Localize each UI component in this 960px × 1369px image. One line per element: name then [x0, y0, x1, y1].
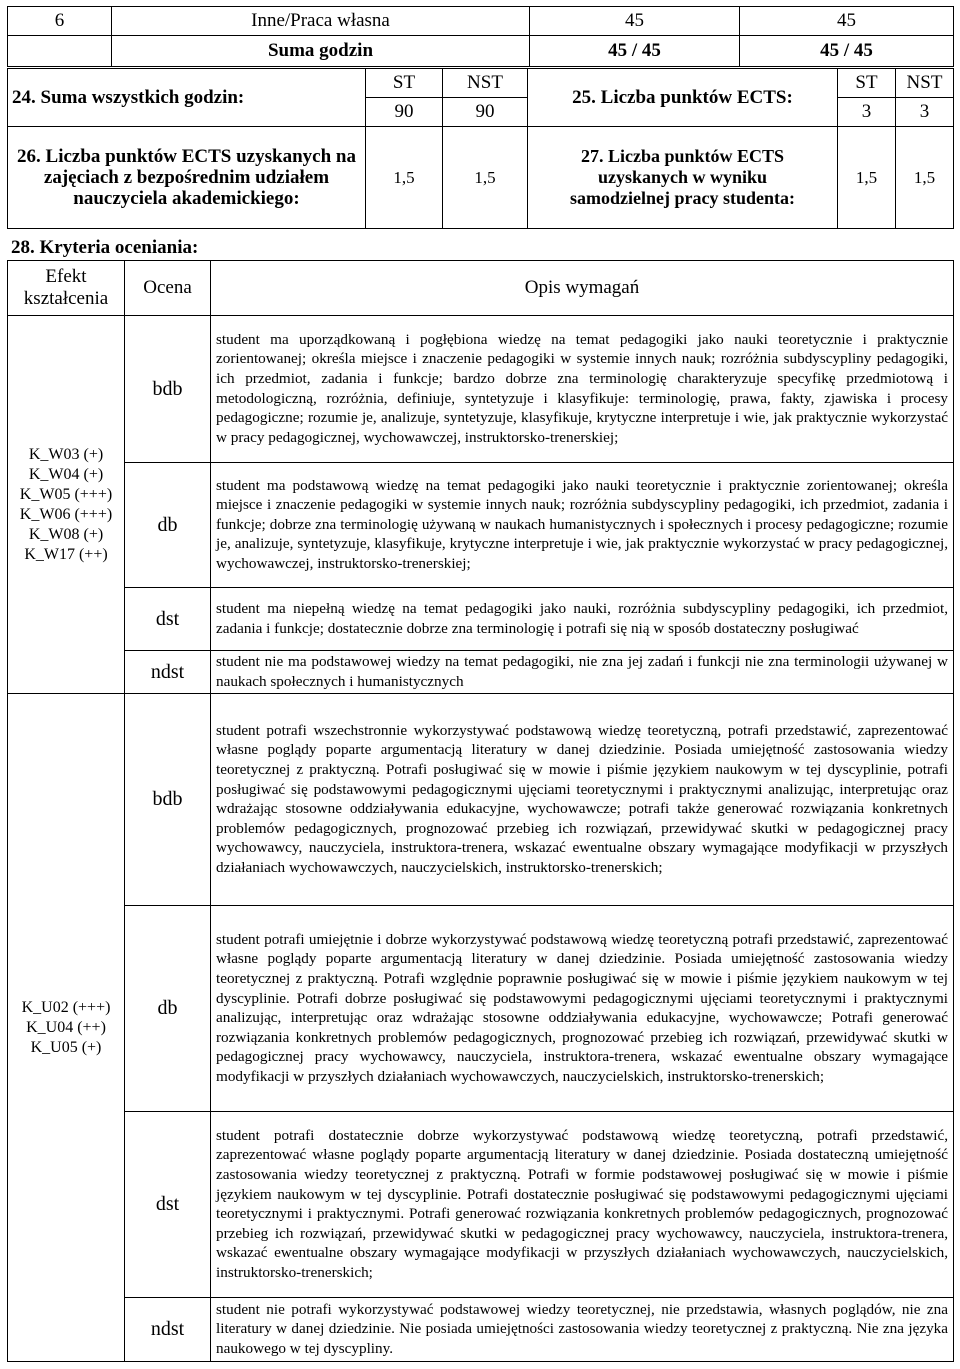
description-cell: student potrafi umiejętnie i dobrze wykorzystywać podstawową wiedzę teoretyczną potrafi przedstawić, zaprezentować własne poglądy poparte argumentacją literatury w danej dziedzinie. Posiada umiejętność zastosowania wiedzy teoretycznej z praktyczną. Potrafi względnie poprawnie posługiwać się w mowie i piśmie językiem naukowym w tej dyscyplinie. Potrafi dobrze posługiwać się podstawowymi pedagogicznymi ujęciami teoretycznymi i praktycznymi analizując, interpretując oraz wdrażając stosowne oddziaływania edukacyjne, wychowawcze; Potrafi generować rozwiązania konkretnych problemów pedagogicznych, prognozować przebieg ich rozwiązań, przewidywać skutki w pedagogicznej pracy wychowawcy, nauczyciela, instruktora-trenera, wskazać ewentualne obszary wymagające modyfikacji w przyszłych działaniach wychowawczych, nauczycielskich, instruktorsko-trenerskich; — [211, 906, 954, 1112]
ects-self-nst: 1,5 — [896, 127, 954, 229]
table-row — [8, 127, 954, 229]
ects-direct-label: 26. Liczba punktów ECTS uzyskanych na zajęciach z bezpośrednim udziałem nauczyciela akademickiego: — [8, 127, 366, 229]
description-cell: student nie ma podstawowej wiedzy na temat pedagogiki, nie zna jej zadań i funkcji nie zna terminologii używanej w naukach społecznych i humanistycznych — [211, 651, 954, 694]
grade-cell: db — [125, 906, 211, 1112]
sum-nst-value: 45 / 45 — [740, 36, 954, 67]
hours-st-value: 90 — [366, 98, 443, 127]
grade-cell: db — [125, 463, 211, 588]
effect-code: K_W17 (++) — [24, 545, 108, 563]
grade-cell: dst — [125, 1112, 211, 1298]
table-row — [8, 261, 954, 316]
description-cell: student potrafi wszechstronnie wykorzystywać podstawową wiedzę teoretyczną, potrafi przedstawić, zaprezentować własne poglądy poparte argumentacją literatury w danej dziedzinie. Posiada umiejętność zastosowania wiedzy teoretycznej z praktyczną. Potrafi posługiwać się w mowie i piśmie językiem naukowym w tej dyscyplinie, potrafi posługiwać się podstawowymi pedagogicznymi ujęciami teoretycznymi i praktycznymi analizując, interpretując oraz wdrażając stosowne oddziaływania edukacyjne, wychowawcze; potrafi także generować rozwiązania konkretnych problemów pedagogicznych, prognozować przebieg ich rozwiązań, przewidywać skutki w pedagogicznej pracy wychowawcy, nauczyciela, instruktora-trenera, wskazać ewentualne obszary wymagające modyfikacji w przyszłych działaniach wychowawczych, nauczycielskich, instruktorsko-trenerskich; — [211, 694, 954, 906]
criteria-title: 28. Kryteria oceniania: — [11, 237, 199, 258]
table-row — [8, 906, 954, 1112]
grade-cell: ndst — [125, 651, 211, 694]
ects-nst-header: NST — [896, 69, 954, 98]
ects-direct-nst: 1,5 — [443, 127, 528, 229]
row-st-value: 45 — [530, 7, 740, 36]
ects-st-header: ST — [838, 69, 896, 98]
effect-code: K_U04 (++) — [26, 1018, 106, 1036]
grade-cell: ndst — [125, 1298, 211, 1362]
table-row — [8, 588, 954, 651]
hours-nst-value: 90 — [443, 98, 528, 127]
effect-cell-knowledge — [8, 316, 125, 694]
ects-direct-st: 1,5 — [366, 127, 443, 229]
effect-code: K_W04 (+) — [28, 465, 104, 483]
hours-st-header: ST — [366, 69, 443, 98]
row-name: Inne/Praca własna — [112, 7, 530, 36]
ects-self-st: 1,5 — [838, 127, 896, 229]
hours-table — [7, 6, 954, 67]
effect-header: Efekt kształcenia — [8, 261, 125, 316]
grade-cell: bdb — [125, 694, 211, 906]
description-cell: student ma niepełną wiedzę na temat pedagogiki jako nauki, rozróżnia subdyscypliny pedagogiki, ich przedmiot, zadania i funkcje; dostatecznie dobrze zna terminologię i potrafi się nią w sposób dostateczny posługiwać — [211, 588, 954, 651]
table-row — [8, 1298, 954, 1362]
description-header: Opis wymagań — [211, 261, 954, 316]
description-cell: student ma podstawową wiedzę na temat pedagogiki jako nauki teoretycznie i praktycznie zorientowanej; określa miejsce i znaczenie pedagogiki w systemie innych nauk; rozróżnia subdyscypliny pedagogiki, ich przedmiot, zadania i funkcje; dobrze zna terminologię używaną w naukach humanistycznych i społecznych i procesy pedagogiczne; rozumie je, analizuje, syntetyzuje, klasyfikuje, krytyczne interpretuje i wie, jak praktycznie wykorzystać w pracy pedagogicznej, wychowawczej, instruktorsko-trenerskiej; — [211, 463, 954, 588]
effect-code: K_W08 (+) — [28, 525, 104, 543]
criteria-table — [7, 260, 954, 1362]
table-row — [8, 694, 954, 906]
table-row — [8, 651, 954, 694]
effect-code: K_W03 (+) — [28, 445, 104, 463]
table-row — [8, 1112, 954, 1298]
sum-st-value: 45 / 45 — [530, 36, 740, 67]
effect-cell-skills — [8, 694, 125, 1362]
ects-self-label: 27. Liczba punktów ECTS uzyskanych w wyniku samodzielnej pracy studenta: — [528, 127, 838, 229]
description-cell: student nie potrafi wykorzystywać podstawowej wiedzy teoretycznej, nie przedstawia, własnych poglądów, nie zna literatury w danej dziedzinie. Nie posiada umiejętności zastosowania wiedzy teoretycznej z praktyczną. Nie zna języka naukowego w tej dyscypliny. — [211, 1298, 954, 1362]
table-row — [8, 7, 954, 36]
row-nst-value: 45 — [740, 7, 954, 36]
effect-code: K_U05 (+) — [30, 1038, 102, 1056]
description-cell: student potrafi dostatecznie dobrze wykorzystywać podstawową wiedzę teoretyczną, potrafi przedstawić, zaprezentować własne poglądy poparte argumentacją literatury w danej dziedzinie. Posiada dostateczną umiejętność zastosowania wiedzy teoretycznej z praktyczną. Potrafi w formie podstawowej posługiwać się w mowie i piśmie językiem naukowym w tej dyscyplinie. Potrafi dostatecznie posługiwać się podstawowymi pedagogicznymi ujęciami teoretycznymi i praktycznymi. Potrafi generować rozwiązania konkretnych problemów pedagogicznych, prognozować przebieg ich rozwiązań, przewidywać skutki w pedagogicznej pracy wychowawcy, nauczyciela, instruktora-trenera, wskazać ewentualne obszary wymagające modyfikacji w przyszłych działaniach wychowawczych, nauczycielskich, instruktorsko-trenerskich; — [211, 1112, 954, 1298]
effect-code: K_W05 (+++) — [19, 485, 113, 503]
table-row — [8, 463, 954, 588]
hours-label: 24. Suma wszystkich godzin: — [8, 69, 366, 127]
grade-cell: dst — [125, 588, 211, 651]
ects-nst-value: 3 — [896, 98, 954, 127]
description-cell: student ma uporządkowaną i pogłębiona wiedzę na temat pedagogiki jako nauki teoretycznie i praktycznie zorientowanej; określa miejsce i znaczenie pedagogiki w systemie innych nauk; rozróżnia subdyscypliny pedagogiki, ich przedmiot, zadania i funkcje; bardzo dobrze zna terminologię charakteryzuje specyfikę przedmiotową i metodologiczną, rozróżnia, definiuje, syntetyzuje i klasyfikuje: terminologię, prawa, fakty, zjawiska i procesy pedagogiczne; rozumie je, analizuje, syntetyzuje, klasyfikuje, krytyczne interpretuje i wie, jak praktycznie wykorzystać w pracy pedagogicznej, wychowawczej, instruktorsko-trenerskiej; — [211, 316, 954, 463]
ects-table — [7, 68, 954, 229]
sum-label: Suma godzin — [112, 36, 530, 67]
effect-code: K_W06 (+++) — [19, 505, 113, 523]
grade-cell: bdb — [125, 316, 211, 463]
hours-nst-header: NST — [443, 69, 528, 98]
effect-code: K_U02 (+++) — [21, 998, 111, 1016]
row-number: 6 — [8, 7, 112, 36]
table-row — [8, 69, 954, 98]
grade-header: Ocena — [125, 261, 211, 316]
ects-st-value: 3 — [838, 98, 896, 127]
table-row — [8, 316, 954, 463]
table-row — [8, 36, 954, 67]
ects-label: 25. Liczba punktów ECTS: — [528, 69, 838, 127]
